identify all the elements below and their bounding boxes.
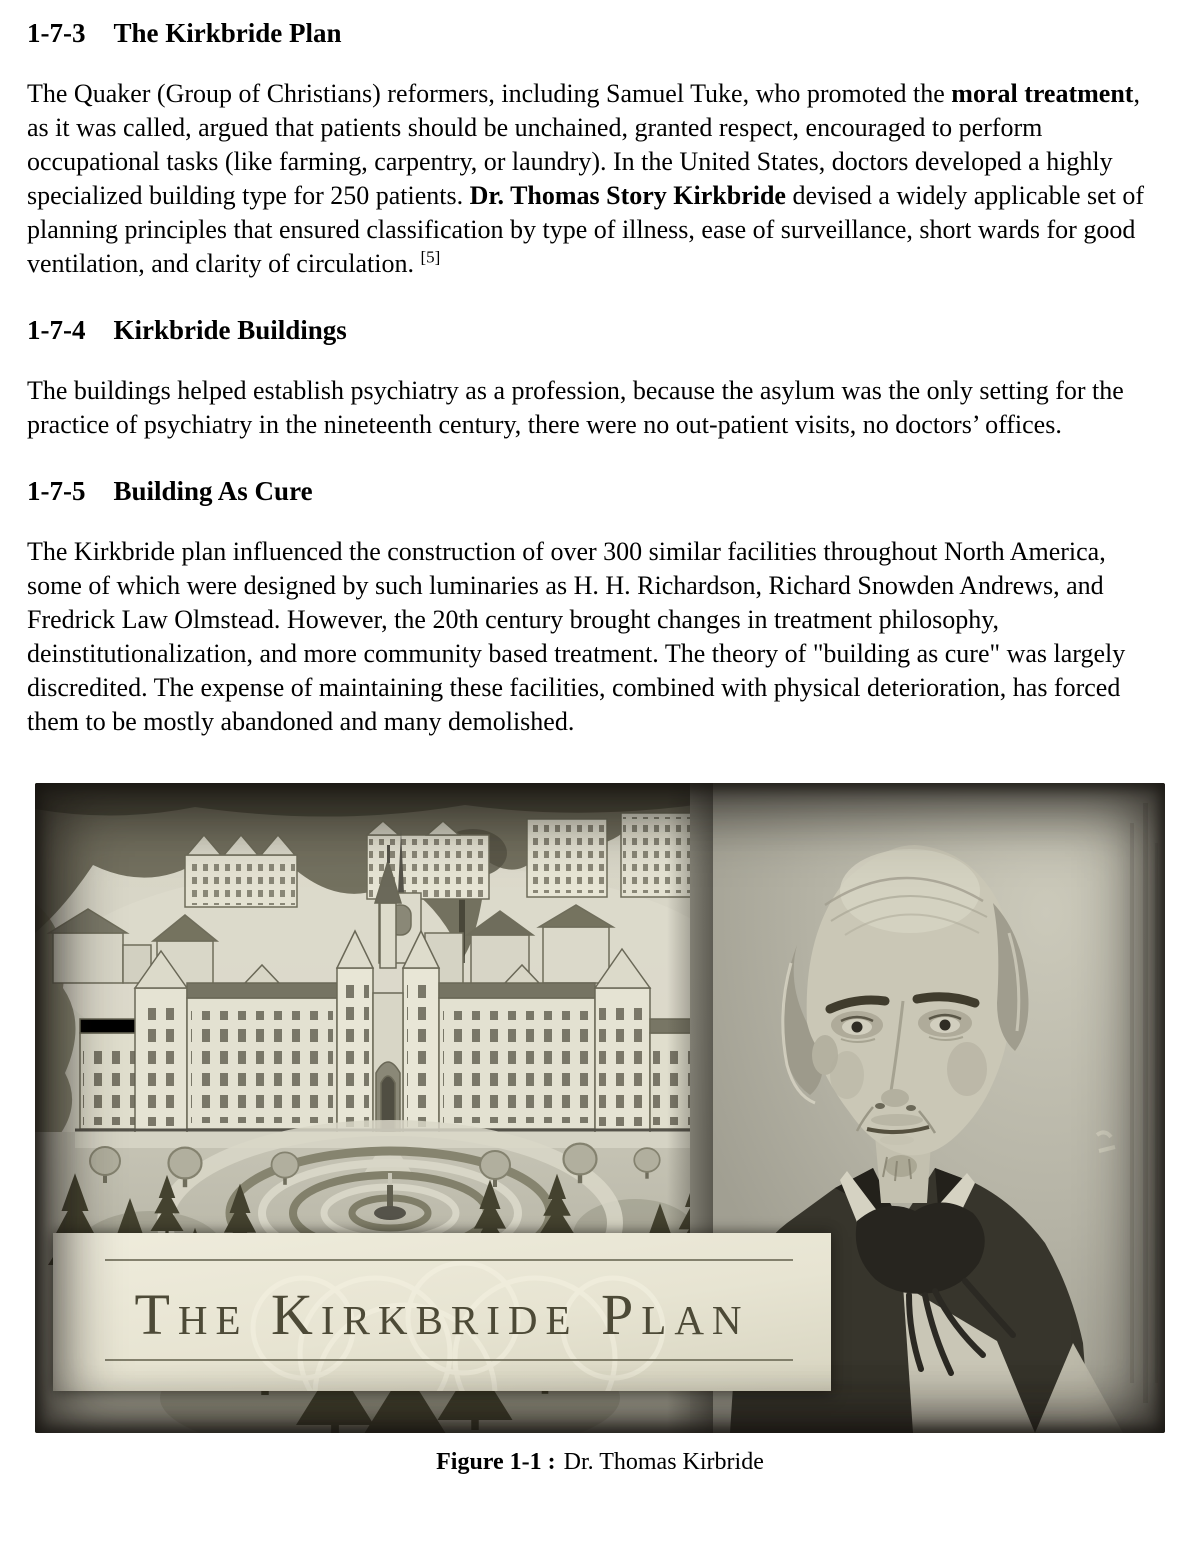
section-title: Building As Cure (113, 476, 313, 506)
banner-rule-bottom (105, 1359, 793, 1361)
paragraph-text: , as it was called, argued that patients should be unchained, granted respect, encouraged to perform occupational tasks (like farming, carpentry, or laundry). In the United States, doctors developed a highly specialized building type for 250 patients. (27, 79, 1140, 210)
section-number: 1-7-3 (27, 18, 86, 48)
kirkbride-plan-banner (53, 1233, 831, 1391)
section-heading-1-7-5 (27, 476, 1158, 507)
section-number: 1-7-4 (27, 315, 86, 345)
banner-rule-top (105, 1259, 793, 1261)
banner-title: The Kirkbride Plan (134, 1281, 750, 1347)
figure-kirkbride (35, 783, 1165, 1476)
paragraph-text: The Kirkbride plan influenced the construction of over 300 similar facilities throughout North America, some of which were designed by such luminaries as H. H. Richardson, Richard Snowden Andrews, and Fredrick Law Olmstead. However, the 20th century brought changes in treatment philosophy, deinstitutionalization, and more community based treatment. The theory of "building as cure" was largely discredited. The expense of maintaining these facilities, combined with physical deterioration, has forced them to be mostly abandoned and many demolished. (27, 537, 1126, 736)
paragraph-text: devised a widely applicable set of planning principles that ensured classification by type of illness, ease of surveillance, short wards for good ventilation, and clarity of circulation. (27, 181, 1145, 278)
section-number: 1-7-5 (27, 476, 86, 506)
section-heading-1-7-4 (27, 315, 1158, 346)
paragraph-text: The buildings helped establish psychiatry as a profession, because the asylum was the only setting for the practice of psychiatry in the nineteenth century, there were no out-patient visits, no doctors’ offices. (27, 376, 1124, 439)
footnote-reference: [5] (420, 247, 441, 267)
paragraph-kirkbride-buildings (27, 374, 1158, 442)
section-title: The Kirkbride Plan (113, 18, 342, 48)
figure-caption (35, 1449, 1165, 1476)
figure-caption-text: Dr. Thomas Kirbride (563, 1449, 764, 1475)
paragraph-kirkbride-plan (27, 77, 1158, 281)
bold-term-kirkbride: Dr. Thomas Story Kirkbride (469, 181, 786, 210)
paragraph-text: The Quaker (Group of Christians) reformers, including Samuel Tuke, who promoted the (27, 79, 952, 108)
figure-caption-label: Figure 1-1 : (436, 1449, 556, 1475)
section-title: Kirkbride Buildings (113, 315, 347, 345)
figure-image (35, 783, 1165, 1433)
section-heading-1-7-3 (27, 18, 1158, 49)
bold-term-moral-treatment: moral treatment (951, 79, 1134, 108)
paragraph-building-as-cure (27, 535, 1158, 739)
